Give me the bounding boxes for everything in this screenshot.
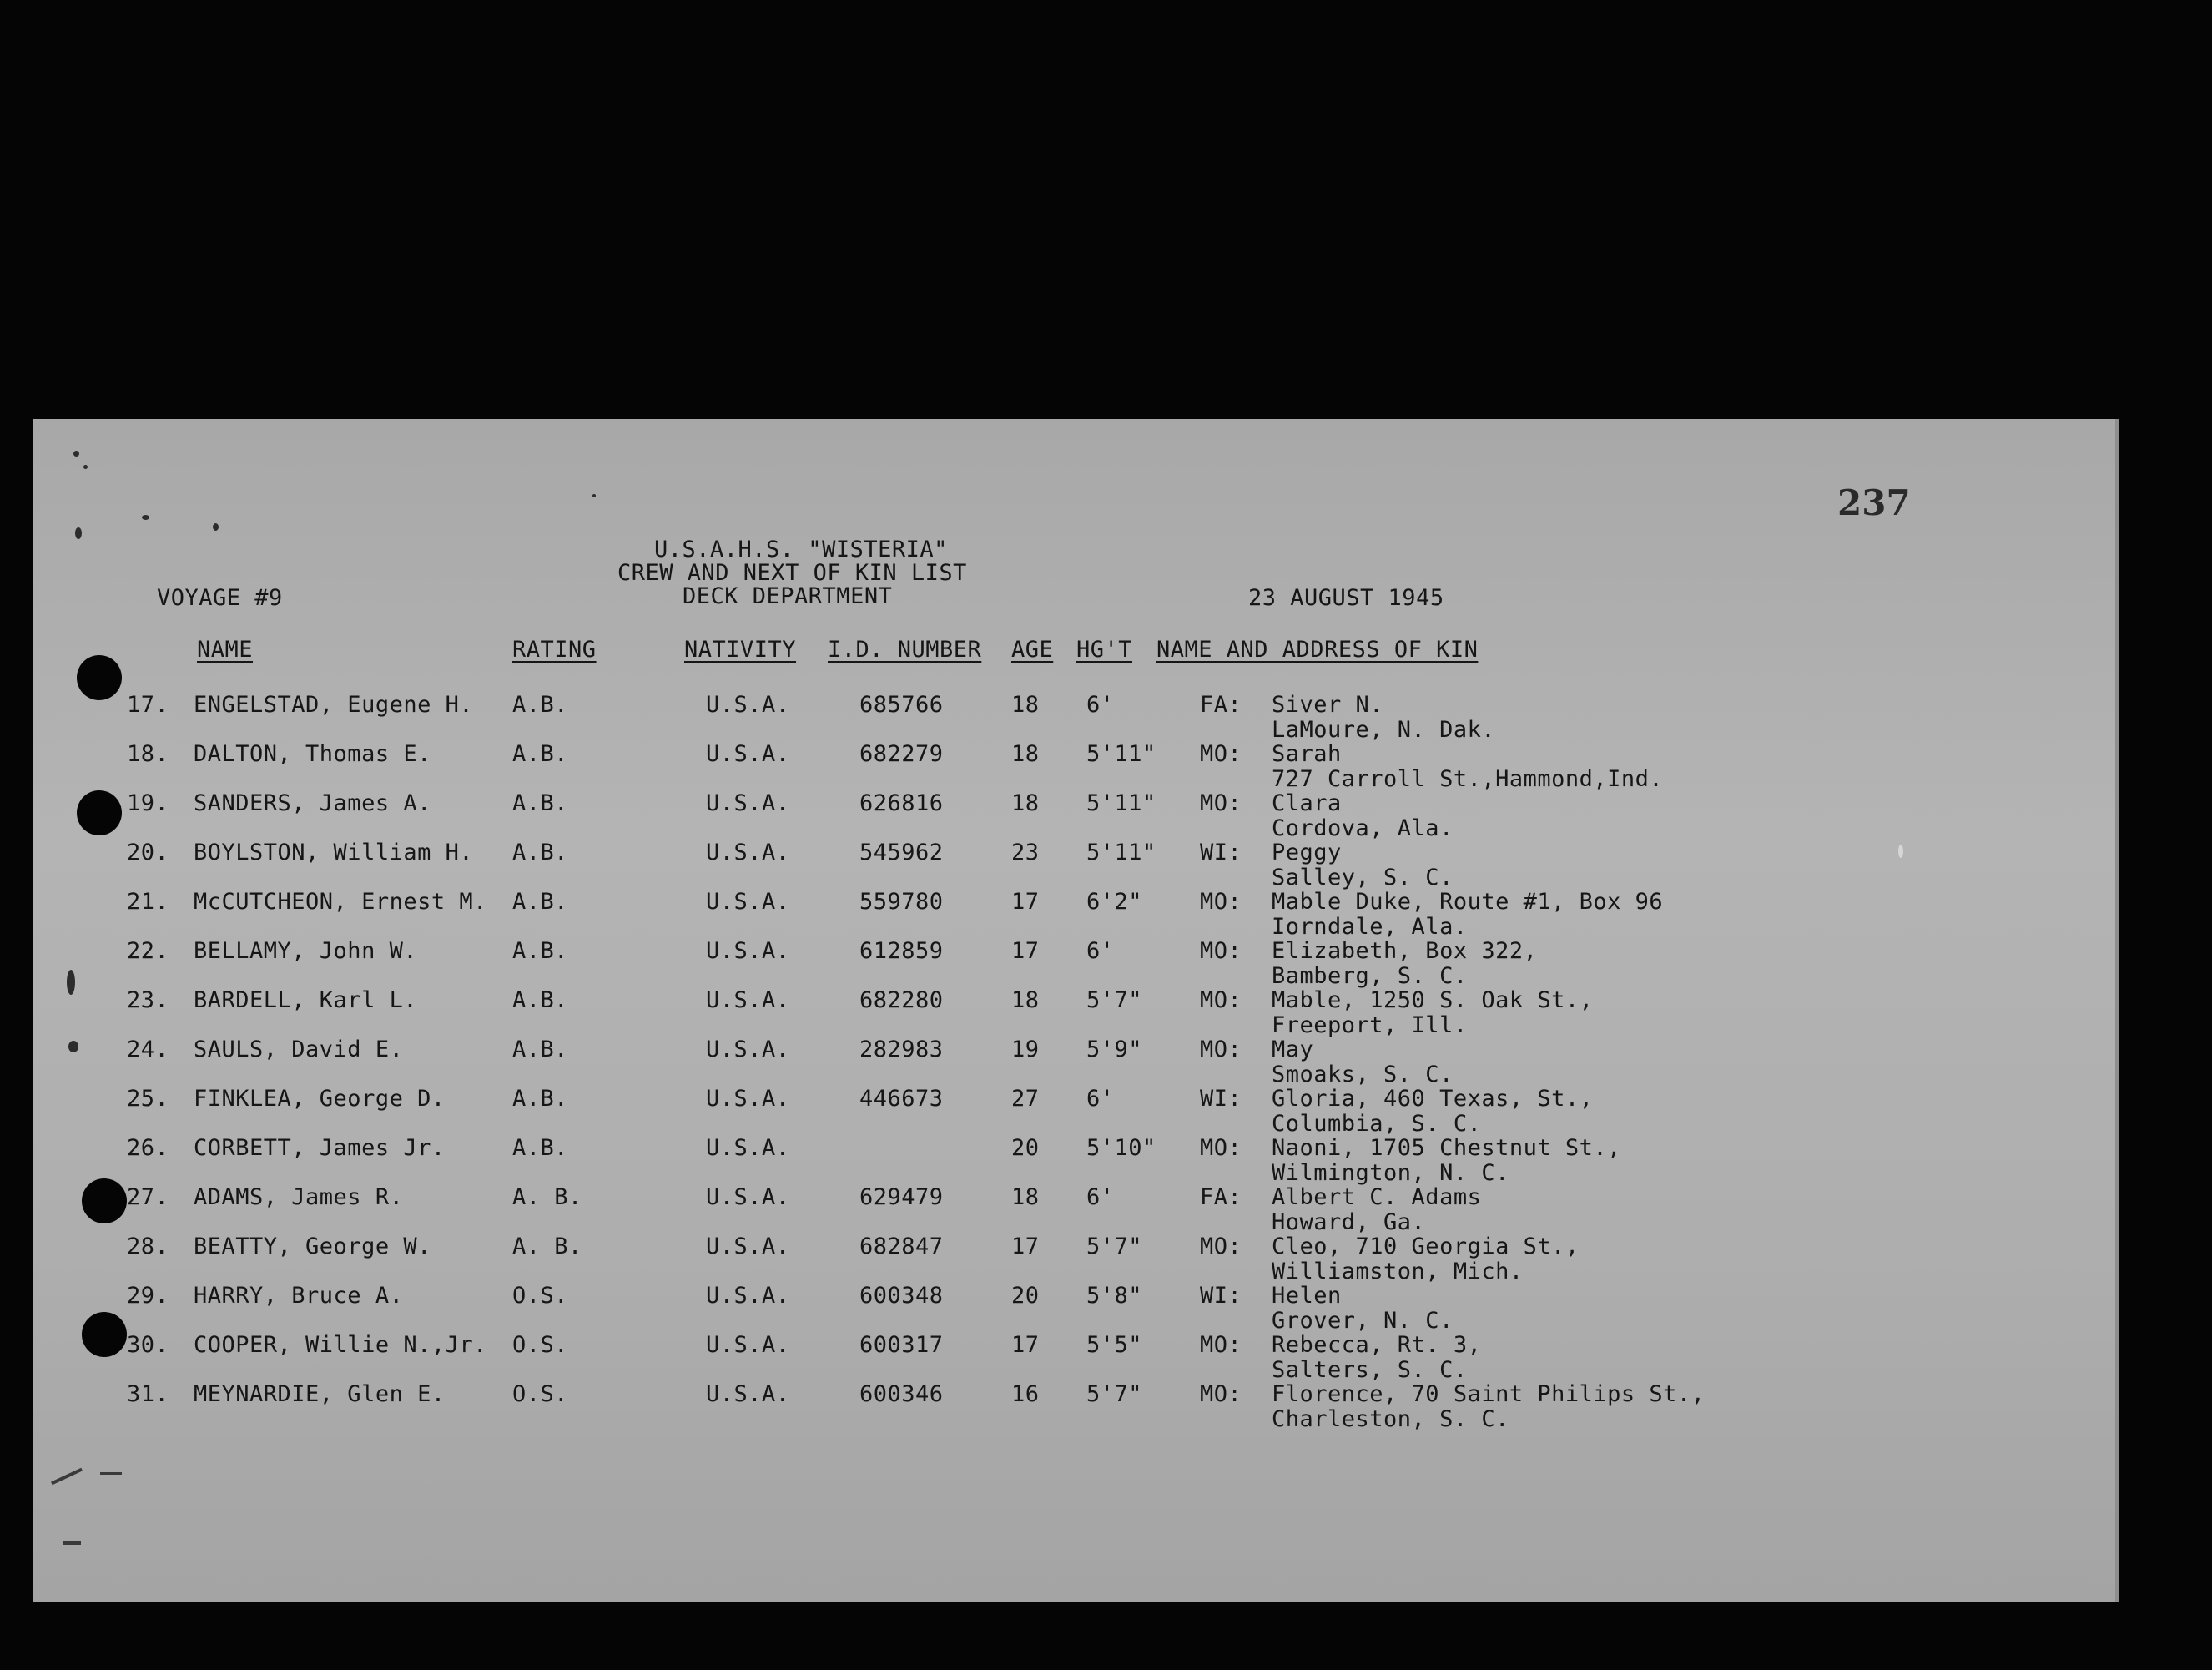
crew-age: 18 [1011, 790, 1040, 816]
table-row [33, 1136, 2036, 1186]
crew-id-number: 545962 [859, 840, 944, 865]
kin-name: Siver N. [1272, 692, 1384, 718]
crew-nativity: U.S.A. [706, 1086, 790, 1112]
kin-address: Wilmington, N. C. [1272, 1160, 1509, 1186]
crew-name: McCUTCHEON, Ernest M. [194, 889, 487, 915]
row-number: 30. [127, 1332, 169, 1358]
kin-relationship: MO: [1200, 1037, 1242, 1062]
crew-id-number: 685766 [859, 692, 944, 718]
crew-nativity: U.S.A. [706, 790, 790, 816]
table-row [33, 988, 2036, 1038]
row-number: 25. [127, 1086, 169, 1112]
kin-address: Bamberg, S. C. [1272, 963, 1468, 989]
row-number: 31. [127, 1381, 169, 1407]
kin-relationship: MO: [1200, 987, 1242, 1013]
kin-relationship: MO: [1200, 1234, 1242, 1259]
kin-name: Sarah [1272, 741, 1342, 767]
row-number: 19. [127, 790, 169, 816]
kin-address: LaMoure, N. Dak. [1272, 717, 1496, 743]
table-row [33, 742, 2036, 792]
row-number: 27. [127, 1184, 169, 1210]
crew-nativity: U.S.A. [706, 1381, 790, 1407]
kin-address: Grover, N. C. [1272, 1308, 1454, 1334]
kin-name: Rebecca, Rt. 3, [1272, 1332, 1482, 1358]
crew-rating: O.S. [512, 1332, 569, 1358]
kin-name: Florence, 70 Saint Philips St., [1272, 1381, 1706, 1407]
crew-nativity: U.S.A. [706, 1037, 790, 1062]
kin-name: Mable Duke, Route #1, Box 96 [1272, 889, 1664, 915]
kin-relationship: MO: [1200, 938, 1242, 964]
speck [213, 523, 219, 531]
crew-height: 5'7" [1086, 1234, 1143, 1259]
crew-nativity: U.S.A. [706, 1283, 790, 1309]
scratch [100, 1472, 122, 1475]
crew-age: 16 [1011, 1381, 1040, 1407]
table-row [33, 890, 2036, 940]
row-number: 29. [127, 1283, 169, 1309]
crew-nativity: U.S.A. [706, 938, 790, 964]
kin-relationship: FA: [1200, 1184, 1242, 1210]
document-date: 23 AUGUST 1945 [1248, 585, 1444, 611]
crew-rating: A.B. [512, 1037, 569, 1062]
table-row [33, 693, 2036, 743]
kin-relationship: MO: [1200, 790, 1242, 816]
crew-nativity: U.S.A. [706, 889, 790, 915]
crew-id-number: 600317 [859, 1332, 944, 1358]
crew-name: BARDELL, Karl L. [194, 987, 418, 1013]
crew-nativity: U.S.A. [706, 1135, 790, 1161]
crew-height: 5'10" [1086, 1135, 1156, 1161]
crew-height: 5'11" [1086, 790, 1156, 816]
crew-height: 5'5" [1086, 1332, 1143, 1358]
crew-name: SAULS, David E. [194, 1037, 404, 1062]
crew-id-number: 600346 [859, 1381, 944, 1407]
crew-name: BEATTY, George W. [194, 1234, 431, 1259]
row-number: 20. [127, 840, 169, 865]
kin-name: Helen [1272, 1283, 1342, 1309]
crew-height: 5'8" [1086, 1283, 1143, 1309]
document-sheet [33, 419, 2119, 1602]
crew-id-number: 682847 [859, 1234, 944, 1259]
kin-relationship: WI: [1200, 840, 1242, 865]
crew-id-number: 682279 [859, 741, 944, 767]
crew-age: 18 [1011, 741, 1040, 767]
crew-nativity: U.S.A. [706, 1234, 790, 1259]
crew-rating: A.B. [512, 790, 569, 816]
table-row [33, 939, 2036, 989]
crew-id-number: 282983 [859, 1037, 944, 1062]
crew-age: 17 [1011, 938, 1040, 964]
crew-height: 5'7" [1086, 987, 1143, 1013]
crew-height: 6' [1086, 938, 1115, 964]
crew-age: 17 [1011, 1234, 1040, 1259]
kin-relationship: MO: [1200, 1135, 1242, 1161]
crew-height: 6'2" [1086, 889, 1143, 915]
crew-rating: A. B. [512, 1184, 582, 1210]
kin-relationship: FA: [1200, 692, 1242, 718]
crew-id-number: 629479 [859, 1184, 944, 1210]
crew-nativity: U.S.A. [706, 840, 790, 865]
crew-height: 5'11" [1086, 741, 1156, 767]
title-line-1: U.S.A.H.S. "WISTERIA" [654, 537, 948, 563]
crew-nativity: U.S.A. [706, 1332, 790, 1358]
crew-age: 19 [1011, 1037, 1040, 1062]
kin-name: Naoni, 1705 Chestnut St., [1272, 1135, 1621, 1161]
row-number: 24. [127, 1037, 169, 1062]
speck [73, 451, 79, 457]
speck [75, 527, 82, 539]
kin-address: Iorndale, Ala. [1272, 914, 1468, 940]
crew-name: MEYNARDIE, Glen E. [194, 1381, 446, 1407]
crew-height: 5'7" [1086, 1381, 1143, 1407]
kin-relationship: MO: [1200, 741, 1242, 767]
table-row [33, 1382, 2036, 1432]
kin-name: Gloria, 460 Texas, St., [1272, 1086, 1594, 1112]
kin-address: Williamston, Mich. [1272, 1259, 1524, 1284]
page-number: 237 [1837, 482, 1911, 523]
row-number: 21. [127, 889, 169, 915]
crew-name: CORBETT, James Jr. [194, 1135, 446, 1161]
crew-nativity: U.S.A. [706, 1184, 790, 1210]
row-number: 17. [127, 692, 169, 718]
table-row [33, 1087, 2036, 1137]
speck [592, 494, 596, 497]
kin-name: Cleo, 710 Georgia St., [1272, 1234, 1580, 1259]
crew-rating: A.B. [512, 938, 569, 964]
crew-name: HARRY, Bruce A. [194, 1283, 404, 1309]
crew-name: SANDERS, James A. [194, 790, 431, 816]
crew-age: 17 [1011, 889, 1040, 915]
crew-rating: O.S. [512, 1381, 569, 1407]
crew-name: ADAMS, James R. [194, 1184, 404, 1210]
crew-id-number: 682280 [859, 987, 944, 1013]
crew-age: 18 [1011, 692, 1040, 718]
kin-address: Columbia, S. C. [1272, 1111, 1482, 1137]
kin-name: Albert C. Adams [1272, 1184, 1482, 1210]
crew-id-number: 559780 [859, 889, 944, 915]
table-row [33, 1333, 2036, 1383]
column-header-kin: NAME AND ADDRESS OF KIN [1156, 637, 1479, 663]
crew-age: 20 [1011, 1283, 1040, 1309]
crew-height: 6' [1086, 1086, 1115, 1112]
crew-name: COOPER, Willie N.,Jr. [194, 1332, 487, 1358]
crew-age: 27 [1011, 1086, 1040, 1112]
crew-height: 5'11" [1086, 840, 1156, 865]
kin-address: Smoaks, S. C. [1272, 1062, 1454, 1087]
voyage-label: VOYAGE #9 [157, 585, 283, 611]
crew-id-number: 626816 [859, 790, 944, 816]
kin-relationship: WI: [1200, 1086, 1242, 1112]
crew-name: DALTON, Thomas E. [194, 741, 431, 767]
crew-age: 18 [1011, 987, 1040, 1013]
crew-nativity: U.S.A. [706, 987, 790, 1013]
kin-relationship: MO: [1200, 1332, 1242, 1358]
title-line-3: DECK DEPARTMENT [683, 583, 893, 609]
table-row [33, 840, 2036, 890]
table-row [33, 1284, 2036, 1334]
kin-address: Charleston, S. C. [1272, 1406, 1509, 1432]
crew-rating: A.B. [512, 840, 569, 865]
crew-rating: A.B. [512, 741, 569, 767]
speck [83, 465, 88, 469]
kin-address: Salters, S. C. [1272, 1357, 1468, 1383]
kin-name: May [1272, 1037, 1314, 1062]
kin-name: Elizabeth, Box 322, [1272, 938, 1538, 964]
crew-rating: A.B. [512, 1135, 569, 1161]
crew-id-number: 612859 [859, 938, 944, 964]
crew-nativity: U.S.A. [706, 741, 790, 767]
kin-name: Mable, 1250 S. Oak St., [1272, 987, 1594, 1013]
column-header-id-number: I.D. NUMBER [828, 637, 982, 663]
scratch [63, 1541, 81, 1545]
crew-height: 6' [1086, 692, 1115, 718]
crew-id-number: 446673 [859, 1086, 944, 1112]
crew-age: 23 [1011, 840, 1040, 865]
crew-rating: A.B. [512, 692, 569, 718]
table-row [33, 791, 2036, 841]
column-header-age: AGE [1011, 637, 1054, 663]
crew-age: 17 [1011, 1332, 1040, 1358]
crew-rating: A.B. [512, 889, 569, 915]
kin-address: Cordova, Ala. [1272, 815, 1454, 841]
column-header-name: NAME [197, 637, 254, 663]
crew-height: 6' [1086, 1184, 1115, 1210]
table-row [33, 1185, 2036, 1235]
crew-nativity: U.S.A. [706, 692, 790, 718]
kin-address: 727 Carroll St.,Hammond,Ind. [1272, 766, 1664, 792]
row-number: 23. [127, 987, 169, 1013]
crew-height: 5'9" [1086, 1037, 1143, 1062]
speck [142, 515, 149, 520]
crew-rating: O.S. [512, 1283, 569, 1309]
kin-address: Freeport, Ill. [1272, 1012, 1468, 1038]
crew-name: ENGELSTAD, Eugene H. [194, 692, 474, 718]
row-number: 26. [127, 1135, 169, 1161]
crew-name: BELLAMY, John W. [194, 938, 418, 964]
column-header-height: HG'T [1076, 637, 1133, 663]
crew-rating: A.B. [512, 987, 569, 1013]
crew-rating: A. B. [512, 1234, 582, 1259]
crew-name: BOYLSTON, William H. [194, 840, 474, 865]
kin-name: Peggy [1272, 840, 1342, 865]
kin-address: Salley, S. C. [1272, 865, 1454, 890]
kin-relationship: WI: [1200, 1283, 1242, 1309]
crew-id-number: 600348 [859, 1283, 944, 1309]
row-number: 22. [127, 938, 169, 964]
column-header-nativity: NATIVITY [684, 637, 797, 663]
title-line-2: CREW AND NEXT OF KIN LIST [617, 560, 967, 586]
kin-relationship: MO: [1200, 1381, 1242, 1407]
table-row [33, 1037, 2036, 1087]
crew-rating: A.B. [512, 1086, 569, 1112]
kin-name: Clara [1272, 790, 1342, 816]
crew-name: FINKLEA, George D. [194, 1086, 446, 1112]
kin-relationship: MO: [1200, 889, 1242, 915]
column-header-rating: RATING [512, 637, 597, 663]
crew-age: 20 [1011, 1135, 1040, 1161]
row-number: 28. [127, 1234, 169, 1259]
kin-address: Howard, Ga. [1272, 1209, 1426, 1235]
row-number: 18. [127, 741, 169, 767]
crew-age: 18 [1011, 1184, 1040, 1210]
scratch [51, 1468, 83, 1486]
table-row [33, 1234, 2036, 1284]
